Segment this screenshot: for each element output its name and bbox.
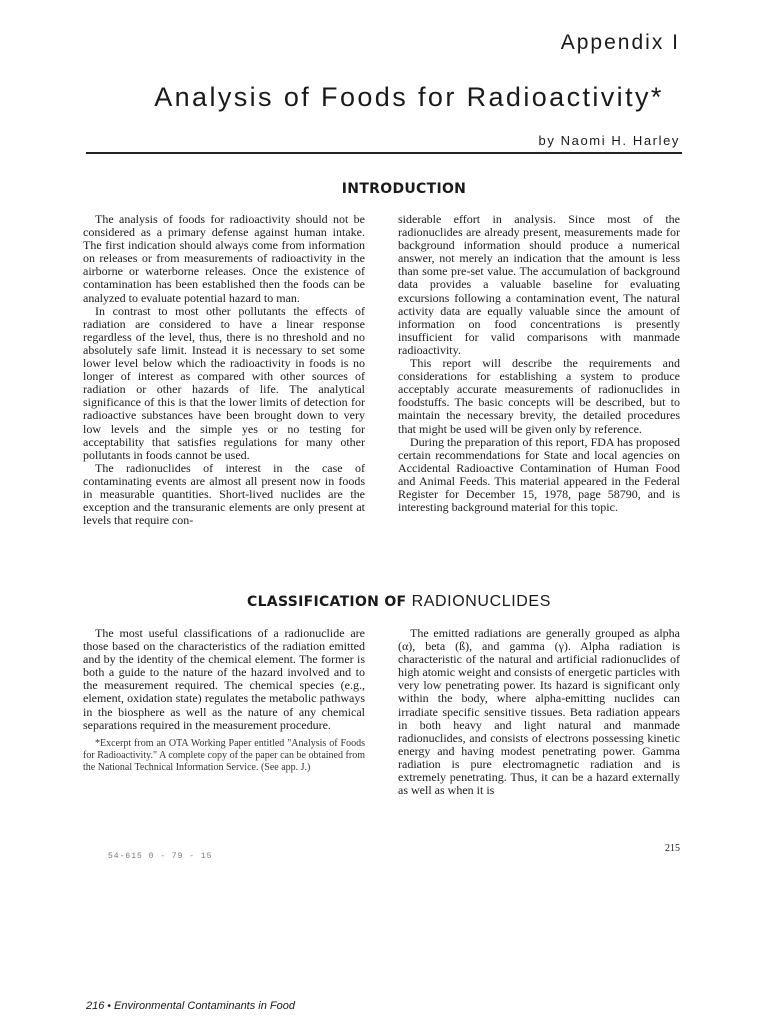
classification-left-column <box>83 627 365 774</box>
paragraph: This report will describe the requirements and considerations for establishing a system to produce acceptably accurate measurements of radionuclides in foodstuffs. The basic concepts will be described, but to maintain the necessary brevity, the detailed procedures that might be used will be given only by reference. <box>398 356 680 436</box>
page-number: 215 <box>665 843 680 854</box>
header-rule <box>86 152 682 154</box>
footnote-text: *Excerpt from an OTA Working Paper entitled "Analysis of Foods for Radioactivity." A complete copy of the paper can be obtained from the National Technical Information Service. (See app. J.) <box>83 737 365 773</box>
footer-page-number: 216 <box>86 1000 105 1012</box>
footer-title: Environmental Contaminants in Food <box>114 1000 295 1012</box>
introduction-left-column <box>83 213 365 527</box>
paragraph: In contrast to most other pollutants the effects of radiation are considered to have a linear response regardless of the level, thus, there is no threshold and no absolutely safe limit. Instead it is necessary to set some lower level below which the radioactivity in foods is no longer of interest as compared with other sources of radiation or other hazards of life. The analytical significance of this is that the lower limits of detection for radioactive substances have been brought down to very low levels and the simple yes or no testing for acceptability that satisfies regulations for many other pollutants in foods cannot be used. <box>83 303 365 462</box>
paragraph: The emitted radiations are generally grouped as alpha (α), beta (ß), and gamma (γ). Alpha radiation is characteristic of the natural and artificial radionuclides of high atomic weight and consists of energetic particles with very low penetrating power. Its hazard is significant only within the body, where alpha-emitting nuclides can irradiate specific sensitive tissues. Beta radiation appears in both heavy and light natural and manmade radionuclides, and consists of electrons possessing kinetic energy and having modest penetrating power. Gamma radiation is pure electromagnetic radiation and is extremely penetrating. Thus, it can be a hazard externally as well as when it is <box>398 626 680 798</box>
paragraph: The radionuclides of interest in the case of contaminating events are almost all present now in foods in measurable quantities. Short-lived nuclides are the exception and the transuranic elements are only present at levels that require con- <box>83 460 365 528</box>
footer-bullet: • <box>107 1001 111 1012</box>
footnote <box>83 738 365 774</box>
classification-right-column <box>398 627 680 797</box>
introduction-heading: INTRODUCTION <box>341 181 467 197</box>
classification-heading-bold: CLASSIFICATION OF <box>247 594 407 610</box>
page-title: Analysis of Foods for Radioactivity* <box>154 82 664 112</box>
paragraph: The most useful classifications of a radionuclide are those based on the characteristics of the radiation emitted and by the identity of the chemical element. The former is both a guide to the nature of the hazard involved and to the measurement required. The chemical species (e.g., element, oxidation state) regulates the metabolic pathways in the biosphere as well as the nature of any chemical separations required in the measurement procedure. <box>83 626 365 732</box>
introduction-right-column <box>398 213 680 514</box>
author-byline: by Naomi H. Harley <box>538 133 680 148</box>
paragraph: The analysis of foods for radioactivity should not be considered as a primary defense against human intake. The first indication should always come from information on releases or from measurements of radioactivity in the airborne or waterborne releases. Once the existence of contamination has been established then the foods can be analyzed to evaluate potential hazard to man. <box>83 212 365 305</box>
paragraph: During the preparation of this report, FDA has proposed certain recommendations for State and local agencies on Accidental Radioactive Contamination of Human Food and Animal Feeds. This material appeared in the Federal Register for December 15, 1978, page 58790, and is interesting background material for this topic. <box>398 434 680 515</box>
classification-heading <box>0 593 768 611</box>
appendix-label: Appendix I <box>560 31 680 54</box>
print-code: 54-615 0 - 79 - 15 <box>108 852 213 861</box>
paragraph: siderable effort in analysis. Since most of the radionuclides are already present, measurements made for background information should produce a numerical answer, not merely an indication that the amount is less than some pre-set value. The accumulation of background data provides a valuable baseline for evaluating excursions following a contamination event, The natural activity data are equally valuable since the amount of information on food concentrations is presently insufficient for valid comparisons with manmade radioactivity. <box>398 212 680 357</box>
running-footer <box>86 1000 295 1012</box>
classification-heading-light: RADIONUCLIDES <box>411 593 551 610</box>
